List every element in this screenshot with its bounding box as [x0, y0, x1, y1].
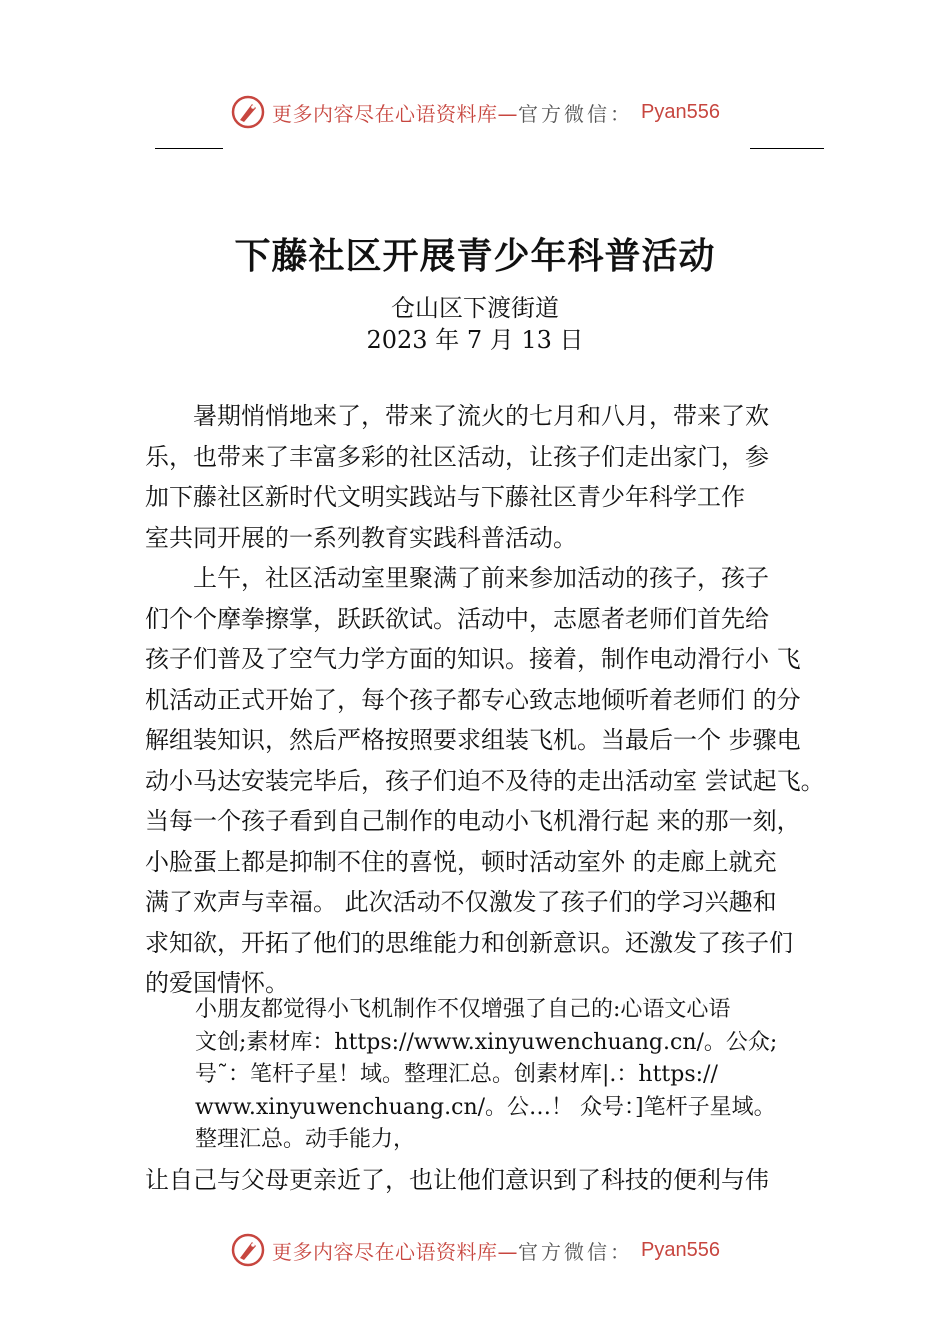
banner-wechat-label: 官方微信：: [518, 101, 634, 126]
article-date: 2023 年 7 月 13 日: [366, 326, 584, 354]
banner-wechat-id: Pyan556: [641, 100, 720, 123]
footer-banner: [0, 1232, 950, 1268]
banner-text: 更多内容尽在心语资料库—: [272, 1239, 519, 1264]
header-rule-left: [155, 148, 223, 149]
banner-wechat-id: Pyan556: [641, 1238, 720, 1261]
watermark-block: 小朋友都觉得小飞机制作不仅增强了自己的:心语文心语 文创;素材库：https://www.xinyuwenchuang.cn/。公众; 号˜：笔杆子星！域。整理汇总。创素材库|.：https:// www.xinyuwenchuang.cn/。公…！ 众号：]笔杆子星域。 整理汇总。动手能力，: [195, 997, 778, 1152]
paragraph-intro: 暑期悄悄地来了，带来了流火的七月和八月，带来了欢 乐，也带来了丰富多彩的社区活动，让孩子们走出家门，参 加下藤社区新时代文明实践站与下藤社区青少年科学工作 室共同开展的一系列教育实践科普活动。: [145, 402, 769, 552]
pen-nib-logo-icon: [230, 94, 266, 130]
header-banner: [0, 94, 950, 130]
paragraph-closing: 让自己与父母更亲近了，也让他们意识到了科技的便利与伟: [145, 1166, 769, 1194]
pen-nib-logo-icon: [230, 1232, 266, 1268]
banner-wechat-label: 官方微信：: [518, 1239, 634, 1264]
page-title: 下藤社区开展青少年科普活动: [234, 235, 716, 277]
header-rule-right: [750, 148, 824, 149]
article-organization: 仓山区下渡街道: [391, 294, 559, 322]
banner-text: 更多内容尽在心语资料库—: [272, 101, 519, 126]
paragraph-activity: 上午，社区活动室里聚满了前来参加活动的孩子，孩子 们个个摩拳擦掌，跃跃欲试。活动中，志愿者老师们首先给 孩子们普及了空气力学方面的知识。接着，制作电动滑行小 飞 机活动正式开始了，每个孩子都专心致志地倾听着老师们 的分 解组装知识，然后严格按照要求组装飞机。当最后一个 步骤电 动小马达安装完毕后，孩子们迫不及待的走出活动室 尝试起飞。 当每一个孩子看到自己制作的电动小飞机滑行起 来的那一刻， 小脸蛋上都是抑制不住的喜悦，顿时活动室外 的走廊上就充 满了欢声与幸福。 此次活动不仅激发了孩子们的学习兴趣和 求知欲，开拓了他们的思维能力和创新意识。还激发了孩子们 的爱国情怀。: [145, 564, 825, 997]
